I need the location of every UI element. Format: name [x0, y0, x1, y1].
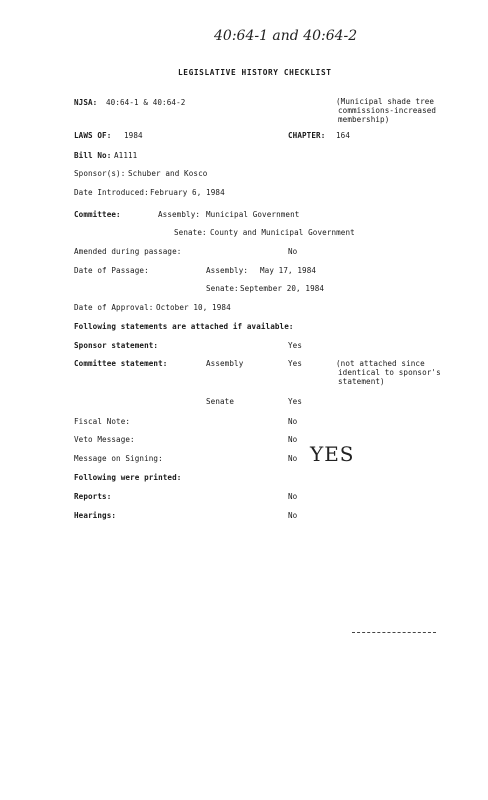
fiscal-note-value: No [288, 417, 298, 426]
committee-statement-note-line-1: (not attached since [336, 359, 425, 368]
committee-senate-value: County and Municipal Government [210, 228, 355, 237]
veto-message-label: Veto Message: [74, 435, 135, 444]
njsa-value: 40:64-1 & 40:64-2 [106, 98, 186, 107]
passage-assembly-label: Assembly: [206, 266, 249, 275]
chapter-label: CHAPTER: [288, 131, 326, 140]
message-on-signing-label: Message on Signing: [74, 454, 163, 463]
committee-label: Committee: [74, 210, 121, 219]
reports-label: Reports: [74, 492, 112, 501]
date-of-passage-label: Date of Passage: [74, 266, 149, 275]
sponsors-label: Sponsor(s): [74, 169, 126, 178]
fiscal-note-label: Fiscal Note: [74, 417, 131, 426]
committee-statement-senate-value: Yes [288, 397, 303, 406]
njsa-label: NJSA: [74, 98, 98, 107]
subject-note-line-2: commissions-increased [338, 106, 437, 115]
amended-value: No [288, 247, 298, 256]
committee-statement-senate-label: Senate [206, 397, 235, 406]
date-of-approval-label: Date of Approval: [74, 303, 154, 312]
bill-no-label: Bill No: [74, 151, 112, 160]
chapter-value: 164 [336, 131, 351, 140]
hearings-label: Hearings: [74, 511, 117, 520]
passage-assembly-value: May 17, 1984 [260, 266, 317, 275]
date-introduced-label: Date Introduced: [74, 188, 149, 197]
committee-assembly-label: Assembly: [158, 210, 201, 219]
laws-of-label: LAWS OF: [74, 131, 112, 140]
veto-message-value: No [288, 435, 298, 444]
committee-statement-note-line-3: statement) [338, 377, 385, 386]
handwritten-header: 40:64-1 and 40:64-2 [214, 28, 358, 44]
committee-statement-label: Committee statement: [74, 359, 168, 368]
subject-note-line-3: membership) [338, 115, 390, 124]
sponsor-statement-value: Yes [288, 341, 303, 350]
committee-statement-assembly-label: Assembly [206, 359, 244, 368]
reports-value: No [288, 492, 298, 501]
message-on-signing-handwritten: YES [310, 442, 355, 466]
sponsors-value: Schuber and Kosco [128, 169, 208, 178]
printed-header: Following were printed: [74, 473, 182, 482]
committee-senate-label: Senate: [174, 228, 207, 237]
message-on-signing-value: No [288, 454, 298, 463]
subject-note-line-1: (Municipal shade tree [336, 97, 435, 106]
signature-line [352, 632, 436, 633]
sponsor-statement-label: Sponsor statement: [74, 341, 159, 350]
committee-statement-note-line-2: identical to sponsor's [338, 368, 441, 377]
bill-no-value: A1111 [114, 151, 138, 160]
committee-statement-assembly-value: Yes [288, 359, 303, 368]
laws-of-value: 1984 [124, 131, 143, 140]
amended-label: Amended during passage: [74, 247, 182, 256]
hearings-value: No [288, 511, 298, 520]
statements-header: Following statements are attached if available: [74, 322, 294, 331]
date-of-approval-value: October 10, 1984 [156, 303, 231, 312]
document-title: LEGISLATIVE HISTORY CHECKLIST [178, 68, 332, 77]
passage-senate-value: September 20, 1984 [240, 284, 325, 293]
date-introduced-value: February 6, 1984 [150, 188, 225, 197]
passage-senate-label: Senate: [206, 284, 239, 293]
committee-assembly-value: Municipal Government [206, 210, 300, 219]
